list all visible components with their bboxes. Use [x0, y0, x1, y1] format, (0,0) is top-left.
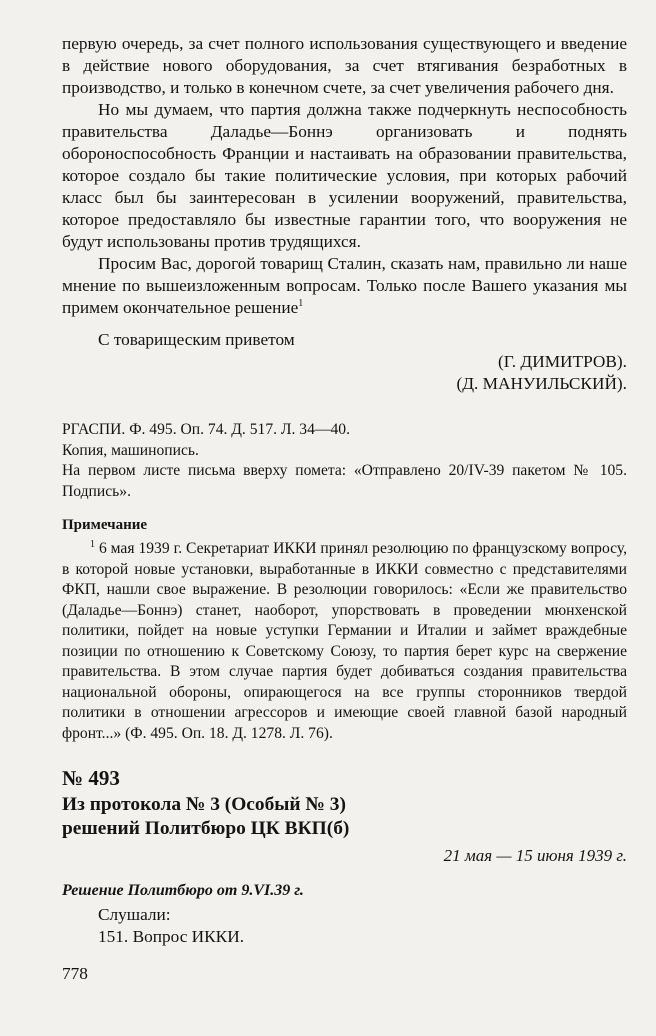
page-number: 778: [62, 964, 88, 983]
paragraph-government: Но мы думаем, что партия должна также подчеркнуть неспособность правительства Даладье—Боннэ организовать и поднять обороноспособность Франции и настаивать на образовании правительства, которое создало бы такие политические условия, при которых рабочий класс был бы заинтересован в усилении вооружений, правительства, которое предоставляло бы известные гарантии того, что вооружения не будут использованы против трудящихся.: [62, 100, 627, 251]
document-title-line1: Из протокола № 3 (Особый № 3): [62, 794, 346, 815]
note-mark: 1: [90, 538, 95, 550]
decision-heading: Решение Политбюро от 9.VI.39 г.: [62, 882, 304, 899]
note-heading: Примечание: [62, 517, 148, 533]
document-header: [62, 766, 627, 866]
letter-body: [62, 33, 627, 395]
signature-manuilsky: (Д. МАНУИЛЬСКИЙ).: [456, 374, 627, 393]
paragraph-continuation: первую очередь, за счет полного использования существующего и введение в действие нового оборудования, за счет втягивания безработных в производство, и только в конечном счете, за счет увеличения рабочего дня.: [62, 34, 627, 97]
document-number: № 493: [62, 766, 120, 790]
footnote-mark: 1: [298, 298, 304, 310]
archive-copy: Копия, машинопись.: [62, 441, 199, 459]
heard-label: Слушали:: [98, 905, 171, 924]
note-section: [62, 515, 627, 744]
archive-ref: РГАСПИ. Ф. 495. Оп. 74. Д. 517. Л. 34—40.: [62, 421, 350, 438]
paragraph-request: [62, 253, 627, 319]
page-footer: [62, 963, 627, 985]
archive-reference: [62, 420, 627, 502]
signature-dimitrov: (Г. ДИМИТРОВ).: [497, 352, 627, 371]
heard-item: 151. Вопрос ИККИ.: [98, 927, 245, 946]
document-dates: 21 мая — 15 июня 1939 г.: [443, 846, 627, 865]
document-title-line2: решений Политбюро ЦК ВКП(б): [62, 818, 350, 839]
request-text: Просим Вас, дорогой товарищ Сталин, сказать нам, правильно ли наше мнение по вышеизложенным вопросам. Только после Вашего указания мы примем окончательное решение: [62, 254, 627, 317]
closing-greeting: С товарищеским приветом: [98, 330, 295, 349]
note-body: 6 мая 1939 г. Секретариат ИККИ принял резолюцию по французскому вопросу, в которой новые установки, выработанные в ИККИ совместно с представителями ФКП, нашли свое выражение. В резолюции говорилось: «Если же правительство (Даладье—Боннэ) станет, наоборот, упорствовать в проведении мюнхенской политики, пойдет на новые уступки Германии и Италии и займет враждебные позиции по отношению к Советскому Союзу, то партия берет курс на свержение правительства. В этом случае партия будет добиваться создания правительства национальной обороны, опирающегося на все группы сторонников твердой политики в отношении агрессоров и имеющие своей главной базой народный фронт...» (Ф. 495. Оп. 18. Д. 1278. Л. 76).: [62, 540, 627, 742]
archive-mark: На первом листе письма вверху помета: «Отправлено 20/IV-39 пакетом № 105. Подпись».: [62, 462, 627, 500]
note-text: [62, 539, 627, 744]
decision-section: [62, 882, 627, 948]
